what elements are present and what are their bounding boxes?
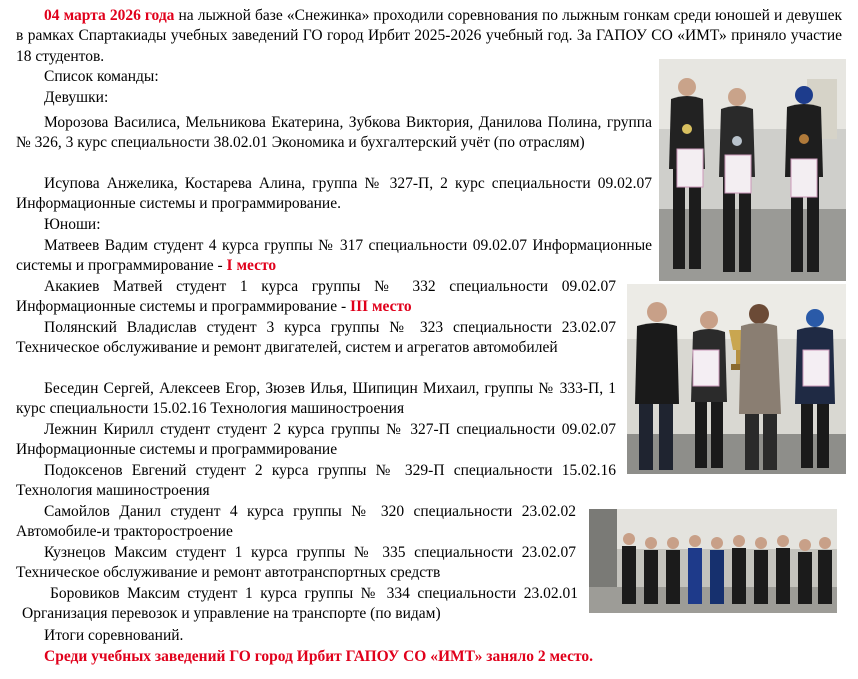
girls-entry: Исупова Анжелика, Костарева Алина, группа № 327-П, 2 курс специальности 09.02.07 Информационные системы и программирование. <box>16 175 652 213</box>
medalists-photo <box>659 59 846 281</box>
results-heading: Итоги соревнований. <box>44 627 184 644</box>
group-photo <box>589 509 837 613</box>
intro-text: на лыжной базе «Снежинка» проходили соревнования по лыжным гонкам среди юношей и девушек в рамках Спартакиады учебных заведений ГО город Ирбит 2025-2026 учебный год. За ГАПОУ СО «ИМТ» приняло участие 18 студентов. <box>16 7 842 65</box>
boys-entry <box>16 236 652 277</box>
boys-entry <box>16 277 616 318</box>
place-award: III место <box>350 298 412 316</box>
boys-entry: Беседин Сергей, Алексеев Егор, Зюзев Илья, Шипицин Михаил, группы № 333-П, 1 курс специальности 15.02.16 Технология машиностроения <box>16 380 616 418</box>
boys-heading: Юноши: <box>44 216 101 233</box>
team-trophy-photo <box>627 284 846 474</box>
place-award: I место <box>226 257 277 275</box>
event-date: 04 марта 2026 года <box>44 7 175 24</box>
boys-entry: Самойлов Данил студент 4 курса группы № 320 специальности 23.02.02 Автомобиле-и тракторостроение <box>16 503 576 541</box>
result-summary: Среди учебных заведений ГО город Ирбит ГАПОУ СО «ИМТ» заняло 2 место. <box>44 648 594 665</box>
boys-entry-text: Матвеев Вадим студент 4 курса группы № 317 специальности 09.02.07 Информационные системы и программирование - <box>16 237 652 275</box>
boys-entry: Кузнецов Максим студент 1 курса группы № 335 специальности 23.02.07 Техническое обслуживание и ремонт автотранспортных средств <box>16 544 576 582</box>
team-heading: Список команды: <box>44 68 159 85</box>
boys-entry: Боровиков Максим студент 1 курса группы № 334 специальности 23.02.01 Организация перевозок и управление на транспорте (по видам) <box>22 585 578 623</box>
boys-entry: Полянский Владислав студент 3 курса группы № 323 специальности 23.02.07 Техническое обслуживание и ремонт двигателей, систем и агрегатов автомобилей <box>16 319 616 357</box>
girls-entry: Морозова Василиса, Мельникова Екатерина, Зубкова Виктория, Данилова Полина, группа № 326, 3 курс специальности 38.02.01 Экономика и бухгалтерский учёт (по отраслям) <box>16 114 652 152</box>
boys-entry-text: Акакиев Матвей студент 1 курса группы № 332 специальности 09.02.07 Информационные системы и программирование - <box>16 278 616 316</box>
boys-entry: Лежнин Кирилл студент студент 2 курса группы № 327-П специальности 09.02.07 Информационные системы и программирование <box>16 421 616 459</box>
girls-heading: Девушки: <box>44 89 109 106</box>
boys-entry: Подоксенов Евгений студент 2 курса группы № 329-П специальности 15.02.16 Технология машиностроения <box>16 462 616 500</box>
